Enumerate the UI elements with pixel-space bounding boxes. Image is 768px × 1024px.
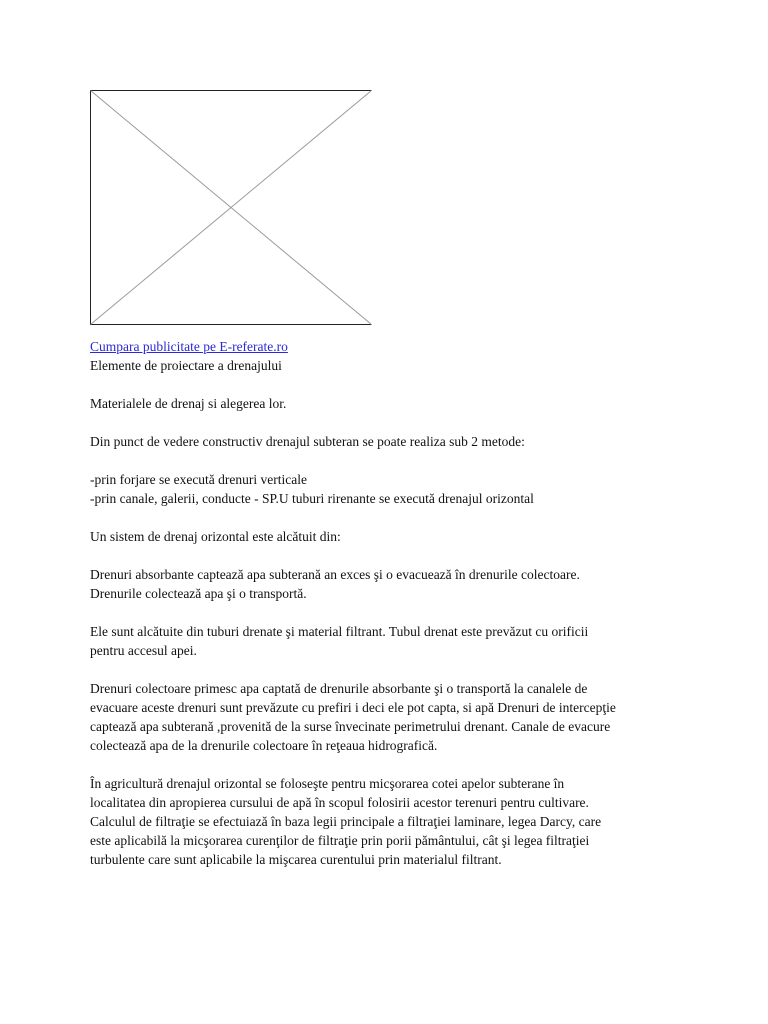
- document-title: Elemente de proiectare a drenajului: [90, 358, 282, 373]
- document-page: [90, 90, 690, 869]
- paragraph-collector-drains-line: colectează apa de la drenurile colectoare în reţeaua hidrografică.: [90, 738, 438, 753]
- spacer: [90, 508, 690, 527]
- list-item-vertical: -prin forjare se execută drenuri verticale: [90, 472, 308, 487]
- spacer: [90, 603, 690, 622]
- paragraph-collector-drains-line: captează apa subterană ,provenită de la surse învecinate perimetrului drenant. Canale de evacure: [90, 719, 611, 734]
- paragraph-collector-drains-line: evacuare aceste drenuri sunt prevăzute cu prefiri i deci ele pot capta, si apă Drenuri de intercepţie: [90, 700, 616, 715]
- paragraph-system-intro: Un sistem de drenaj orizontal este alcătuit din:: [90, 529, 341, 544]
- paragraph-agriculture-line: În agricultură drenajul orizontal se foloseşte pentru micşorarea cotei apelor subterane în: [90, 776, 565, 791]
- paragraph-absorbent-drains-line: Drenurile colectează apa şi o transportă.: [90, 586, 307, 601]
- paragraph-materials: Materialele de drenaj si alegerea lor.: [90, 396, 287, 411]
- paragraph-collector-drains-line: Drenuri colectoare primesc apa captată de drenurile absorbante şi o transportă la canalele de: [90, 681, 588, 696]
- paragraph-agriculture-line: turbulente care sunt aplicabile la mişcarea curentului prin materialul filtrant.: [90, 852, 502, 867]
- buy-advertising-link[interactable]: Cumpara publicitate pe E-referate.ro: [90, 339, 288, 354]
- broken-image-placeholder-icon[interactable]: [90, 90, 372, 325]
- paragraph-agriculture-line: localitatea din apropierea cursului de apă în scopul folosirii acestor terenuri pentru cultivare.: [90, 795, 589, 810]
- spacer: [90, 451, 690, 470]
- spacer: [90, 660, 690, 679]
- spacer: [90, 546, 690, 565]
- spacer: [90, 755, 690, 774]
- paragraph-tubes-line: Ele sunt alcătuite din tuburi drenate şi material filtrant. Tubul drenat este prevăzut cu orificii: [90, 624, 589, 639]
- spacer: [90, 413, 690, 432]
- paragraph-methods-intro: Din punct de vedere constructiv drenajul subteran se poate realiza sub 2 metode:: [90, 434, 525, 449]
- list-item-horizontal: -prin canale, galerii, conducte - SP.U tuburi rirenante se execută drenajul orizontal: [90, 491, 534, 506]
- spacer: [90, 375, 690, 394]
- paragraph-agriculture-line: Calculul de filtraţie se efectuiază în baza legii principale a filtraţiei laminare, legea Darcy, care: [90, 814, 602, 829]
- paragraph-tubes-line: pentru accesul apei.: [90, 643, 197, 658]
- paragraph-agriculture-line: este aplicabilă la micşorarea curenţilor de filtraţie prin porii pământului, cât şi legea filtraţiei: [90, 833, 590, 848]
- paragraph-absorbent-drains-line: Drenuri absorbante captează apa subterană an exces şi o evacuează în drenurile colectoare.: [90, 567, 580, 582]
